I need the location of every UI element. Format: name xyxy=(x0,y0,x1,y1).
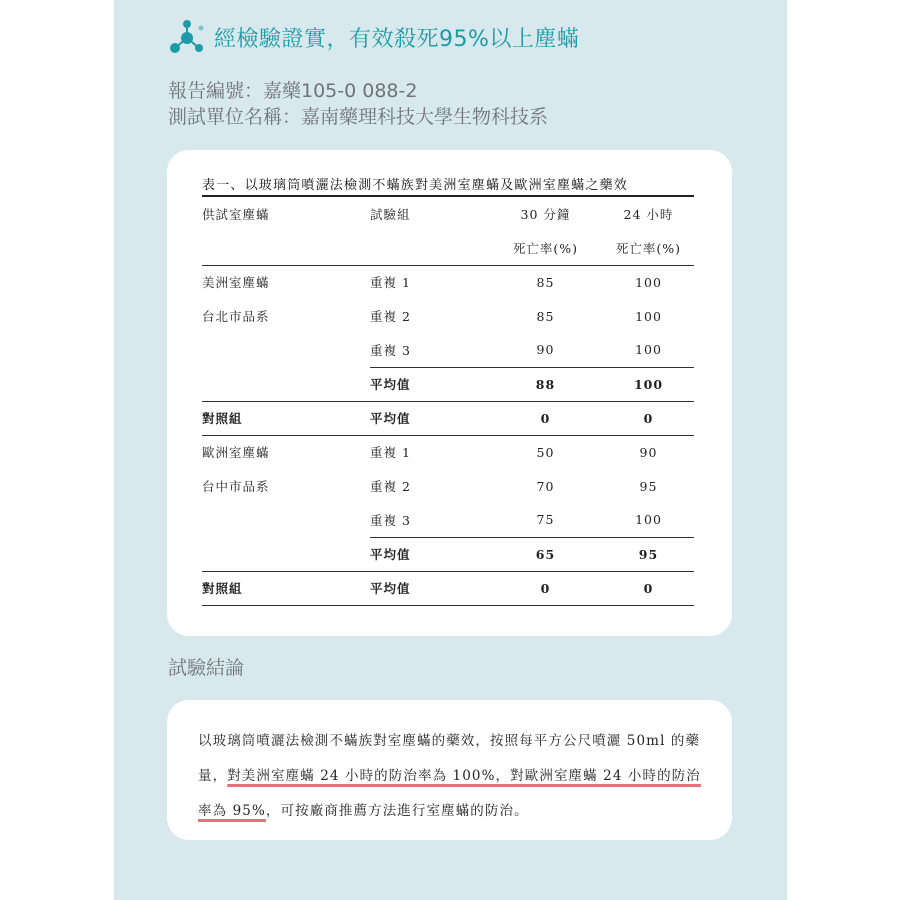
table-row: 平均值 88 100 xyxy=(202,367,694,401)
table-wrap xyxy=(202,175,694,606)
conclusion-title: 試驗結論 xyxy=(168,657,245,679)
table-row: 對照組 平均值 0 0 xyxy=(202,401,694,435)
table-header-row-2 xyxy=(202,231,694,265)
table-row: 台中市品系 重複 2 70 95 xyxy=(202,478,658,494)
header-species: 供試室塵蟎 xyxy=(202,207,270,222)
headline: 經檢驗證實，有效殺死95%以上塵蟎 xyxy=(214,26,580,52)
table-header-row xyxy=(202,197,694,231)
test-unit: 測試單位名稱：嘉南藥理科技大學生物科技系 xyxy=(168,106,549,128)
header-30min-unit: 死亡率(%) xyxy=(488,231,603,265)
table-caption: 表一、以玻璃筒噴灑法檢測不蟎族對美洲室塵蟎及歐洲室塵蟎之藥效 xyxy=(202,175,694,197)
header-group: 試驗組 xyxy=(370,207,411,222)
table-row: 重複 3 90 100 xyxy=(202,333,694,367)
conclusion-text-part1: 以玻璃筒噴灑法檢測不蟎族對室塵蟎的藥效，按照每平方公尺噴灑 50ml 的藥量， xyxy=(198,733,701,784)
report-number: 報告編號：嘉藥105-0 088-2 xyxy=(168,80,418,102)
efficacy-table xyxy=(202,197,694,606)
table-row: 平均值 65 95 xyxy=(202,537,694,571)
report-meta xyxy=(168,78,548,130)
conclusion-card xyxy=(167,700,732,840)
table-card xyxy=(167,150,732,636)
header-30min: 30 分鐘 xyxy=(520,207,571,222)
table-row: 美洲室塵蟎 重複 1 85 100 xyxy=(202,274,662,291)
conclusion-text-part2: ，可按廠商推薦方法進行室塵蟎的防治。 xyxy=(265,803,529,819)
header xyxy=(168,17,579,57)
header-24h-unit: 死亡率(%) xyxy=(603,231,694,265)
header-24h: 24 小時 xyxy=(623,207,674,222)
molecule-icon xyxy=(168,18,206,56)
table-row: 台北市品系 重複 2 85 100 xyxy=(202,308,662,324)
conclusion-highlight: 對美洲室塵蟎 24 小時的防治率為 100%，對歐洲室塵蟎 24 小時的防治率為 95% xyxy=(198,768,701,819)
table-row: 歐洲室塵蟎 重複 1 50 90 xyxy=(202,444,658,461)
table-row: 對照組 平均值 0 0 xyxy=(202,571,694,605)
table-row: 重複 3 75 100 xyxy=(202,503,694,537)
conclusion-text xyxy=(198,724,703,829)
